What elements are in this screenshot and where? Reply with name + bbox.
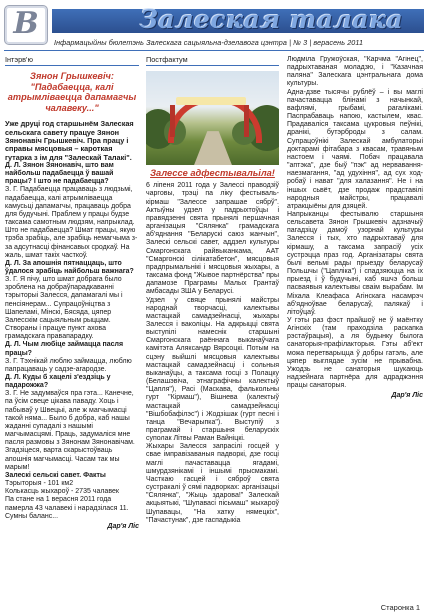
festival-photo bbox=[146, 71, 279, 165]
fact-item: Сумны баланс... bbox=[5, 512, 59, 520]
interview-question: Д. Л. Куды б хацелі з'ездзіць у падарожжа? bbox=[5, 374, 111, 390]
fact-item: Па стане на 1 верасня 2011 года памерла 43 чалавекі і нарадзілася 11. bbox=[5, 496, 129, 512]
author-signature: Дар'я Ліс bbox=[107, 522, 139, 530]
interview-question: Д. Л. За апошнія пятнаццаць, што ўдалося зрабіць найбольш важнага? bbox=[5, 259, 134, 275]
interview-answer: З. Г. Тэхнікай люблю займацца, люблю папрацаваць у садзе-агародзе. bbox=[5, 357, 132, 373]
arch-banner bbox=[176, 97, 246, 105]
interview-question: Д. Л. Зянон Зянонавіч, што вам найбольш падабаецца ў вашай працы? І што не падабаецца? bbox=[5, 161, 114, 186]
article-title: Залессе адфестывальіла! bbox=[150, 168, 275, 179]
article-paragraph: 6 ліпеня 2011 года у Залессі праводзіў чарговы, трэці па ліку фестываль-кірмаш "Залессе запрашае сябрў". Актыўны удзел у падрыхтоўцы і правядзенні свята прынялі першачная арганізацыя "Сялянка" грамадскага аб'яднання "Беларускі саюз жанчын", Залескі сельскі савет, аддзел культуры Смаргонскага райвыканкама, ААТ "Смаргонскі сілікатабетон", мясцовыя прадпрымальнікі і мясцовыя жыхары, а таксама фонд "Жывое партнёрства" пры дапамозе Праграмы Малых Грантаў амбасады ЗША у Беларусі. bbox=[146, 182, 279, 296]
article-paragraph: Адна-дзве тысячы рублёў – і вы маглі пачаставацца блінамі з начынкай, вафлямі, грыбамі, рагалікамі. Паспрабаваць напою, кастылем, квас. Прадаваліся таксама цукровыя пеўнікі, дранікі, бутэрброды з салам. Супрацоўнікі Залескай амбулаторыі доктарамі фітабара з квасам, травяным настоем і чаямі. Побач працавала "аптэка", дзе быў "пэк" ад нервавання-наезмагання, "ад удухіння", ад сух ход-робаў і нават "для халазання". Не і на іншых сьвёт, дзе продаж прадставілі народныя майстры, працавалі атракцыёны для дзяцей. bbox=[287, 88, 423, 210]
article-paragraph: Удзел у свяце прынялі майстры народнай творчасці, калектывы мастацкай самадзейнасці, жыхары Залесся і ваколіцы. На адкрыцці свята выступілі намеснік старшыні Смаргонскага раённага выканаўчага камітэта Аляксандр Вярсоцкі. Потым на сцэну выйшлі мясцовыя калектывы мастацкай самадзейнасці і сольныя выканаўцы, а таксама госці з Полацку (Белашэвіча, этнаграфічны калектыў "Цапля"), Расі (Маскава, фалькольны гурт "Кірмаш"), Вішнева (калектыў мастацкай самадзейнасці "Вішбобафілэс") і Жодзішак (гурт песні і танца "Вечарыпка"). Выступіў з праграмай і старшыня беларускіх суполак Літвы Раман Вайніцкі. bbox=[146, 296, 279, 443]
section-label-interview: Інтэрв'ю bbox=[5, 56, 139, 66]
article-paragraph: Людміла Гружоўская, "Карчма "Агінец", падрыхтаваная моладзю, і "Казачная паляна" Залескага цэнтральнага дома культуры. bbox=[287, 56, 423, 88]
newsletter-subtitle: Інфармацыйны бюлетэнь Залескага сацыяльна-дзелавога цэнтра | № 3 | верасень 2011 bbox=[54, 38, 364, 47]
article-paragraph: У гэты раз фэст прайшоў не ў маёнтку Агінскіх (там праходзіла раскапка рэстаўрацыя), а ля будынку былога санаторыя-прафілакторыя. Гэты аб'ект можа перетварыцца ў добры гатэль, але цяпер выглядае зусім не прывабна. Ужодзь не санаторыя шукаюць надзейнага партнёра для адраджэння працы санаторыя. bbox=[287, 317, 423, 390]
interview-answer: З. Г. Не задумваўся пра гэта... Канечне, па ўсім свеце цікава паваду. Хоць і пабываў у Швецыі, але ж магчымасці такой няма... Было б добра, каб нашы жаданні супадалі з нашымі магчымасцямі. Праць, задумаліся мне пасля размовы з Зянонам Зянонавічам. Згадзіцеся, варта скарыстоўваць апошнія магчымасці. Часам так мы марым! bbox=[5, 390, 135, 471]
fact-item: Тэрыторыя - 101 км2 bbox=[5, 480, 74, 488]
section-label-postfactum: Постфактум bbox=[146, 56, 279, 66]
article-paragraph: Жыхары Залесся запрасілі госцей у свае імправізаваныя падворкі, дзе госці маглі пачаставацца ягадамі, шмурдзянікамі і іншымі прысмакамі. Часткаю гасцей і сяброў свята сустракалі ў сямі падворках: арганізацыі "Сялянка", "Жыць здарова!" Залескай акцыятыкі, "Шупавасі пісьмаш" жыхароў Шупавацы, "На хатку нямецкіх", "Пачастунак", дзе гаспадыкіа bbox=[146, 443, 279, 524]
logo bbox=[4, 5, 48, 45]
continuation-column bbox=[287, 56, 423, 612]
newsletter-title: Залеская талака bbox=[140, 5, 404, 34]
interview-answer: З. Г. Падабаецца працаваць з людзьмі, падабаецца, калі атрымліваецца камусьці дапамагчы, працаваць добра для будучыні. Праблем у працы будзе таксама самотным людзям, напрыклад. Што не падабаецца? Шмат працы, якую трэба зрабіць, але зрабіць немагчыма з-за адсутнасці фінансавых сродкаў. На жаль, шмат такіх часткоў. bbox=[5, 186, 138, 259]
interview-answer: З. Г. Я пічу, што шмат добрага было зроблена на добраўпарадкаванні тэрыторыі Залесся, дапамагалі мы і пенсіянерам... Супрацоўніцтва з Шапеламі, Мінскі, Бясяда, цяпер Залесскім сацыяльным рыццам. Створаны і працуе пункт ахова грамадскага правапарадку. bbox=[5, 276, 123, 341]
facts-title: Залескі сельскі савет. Факты bbox=[5, 471, 106, 479]
article-paragraph: Напрыканцы фестывалю старшыня сельсавета Зянон Грышкевіч адзначыў пагадзіцу дамоў узорнай культуры Залесся і тых, хто падрыхтаваў для кірмашу, а таксама запрасіў усіх сустрэцца праз год. Арганізатары свята былі вельмі рады прыезду беларусаў Польшчы ("Цапліка") і спадзяюцца на іх прыезд і ў будучыні, каб яшчэ больш пасваявыя калектывы сваім вырабам. Ім Міхала Клеафаса Агінскага насамрэч аб'ядноўвае беларусаў, палякаў і літоўцаў. bbox=[287, 210, 423, 316]
interview-question: Д. Л. Чым любіце займацца пасля працы? bbox=[5, 341, 124, 357]
logo-letter: В bbox=[13, 6, 39, 41]
header-divider bbox=[4, 50, 424, 51]
interview-lead: Уже друці год старшынём Залеская сельскага савету працуе Зянон Зянонавіч Грышкевіч. Пра працу і справы мясцовыя – кароткая гутарка з ім для "Залескай Талакі". bbox=[5, 119, 134, 162]
interview-headline: Зянон Грышкевіч: "Падабаецца, калі атрымліваецца дапамагчы чалавеку..." bbox=[7, 71, 137, 113]
postfactum-column bbox=[146, 56, 279, 612]
interview-column bbox=[5, 56, 139, 612]
page-number: Старонка 1 bbox=[380, 603, 420, 612]
fact-item: Колькасць жыхароў - 2735 чалавек bbox=[5, 488, 119, 496]
author-signature: Дар'я Ліс bbox=[391, 392, 423, 400]
